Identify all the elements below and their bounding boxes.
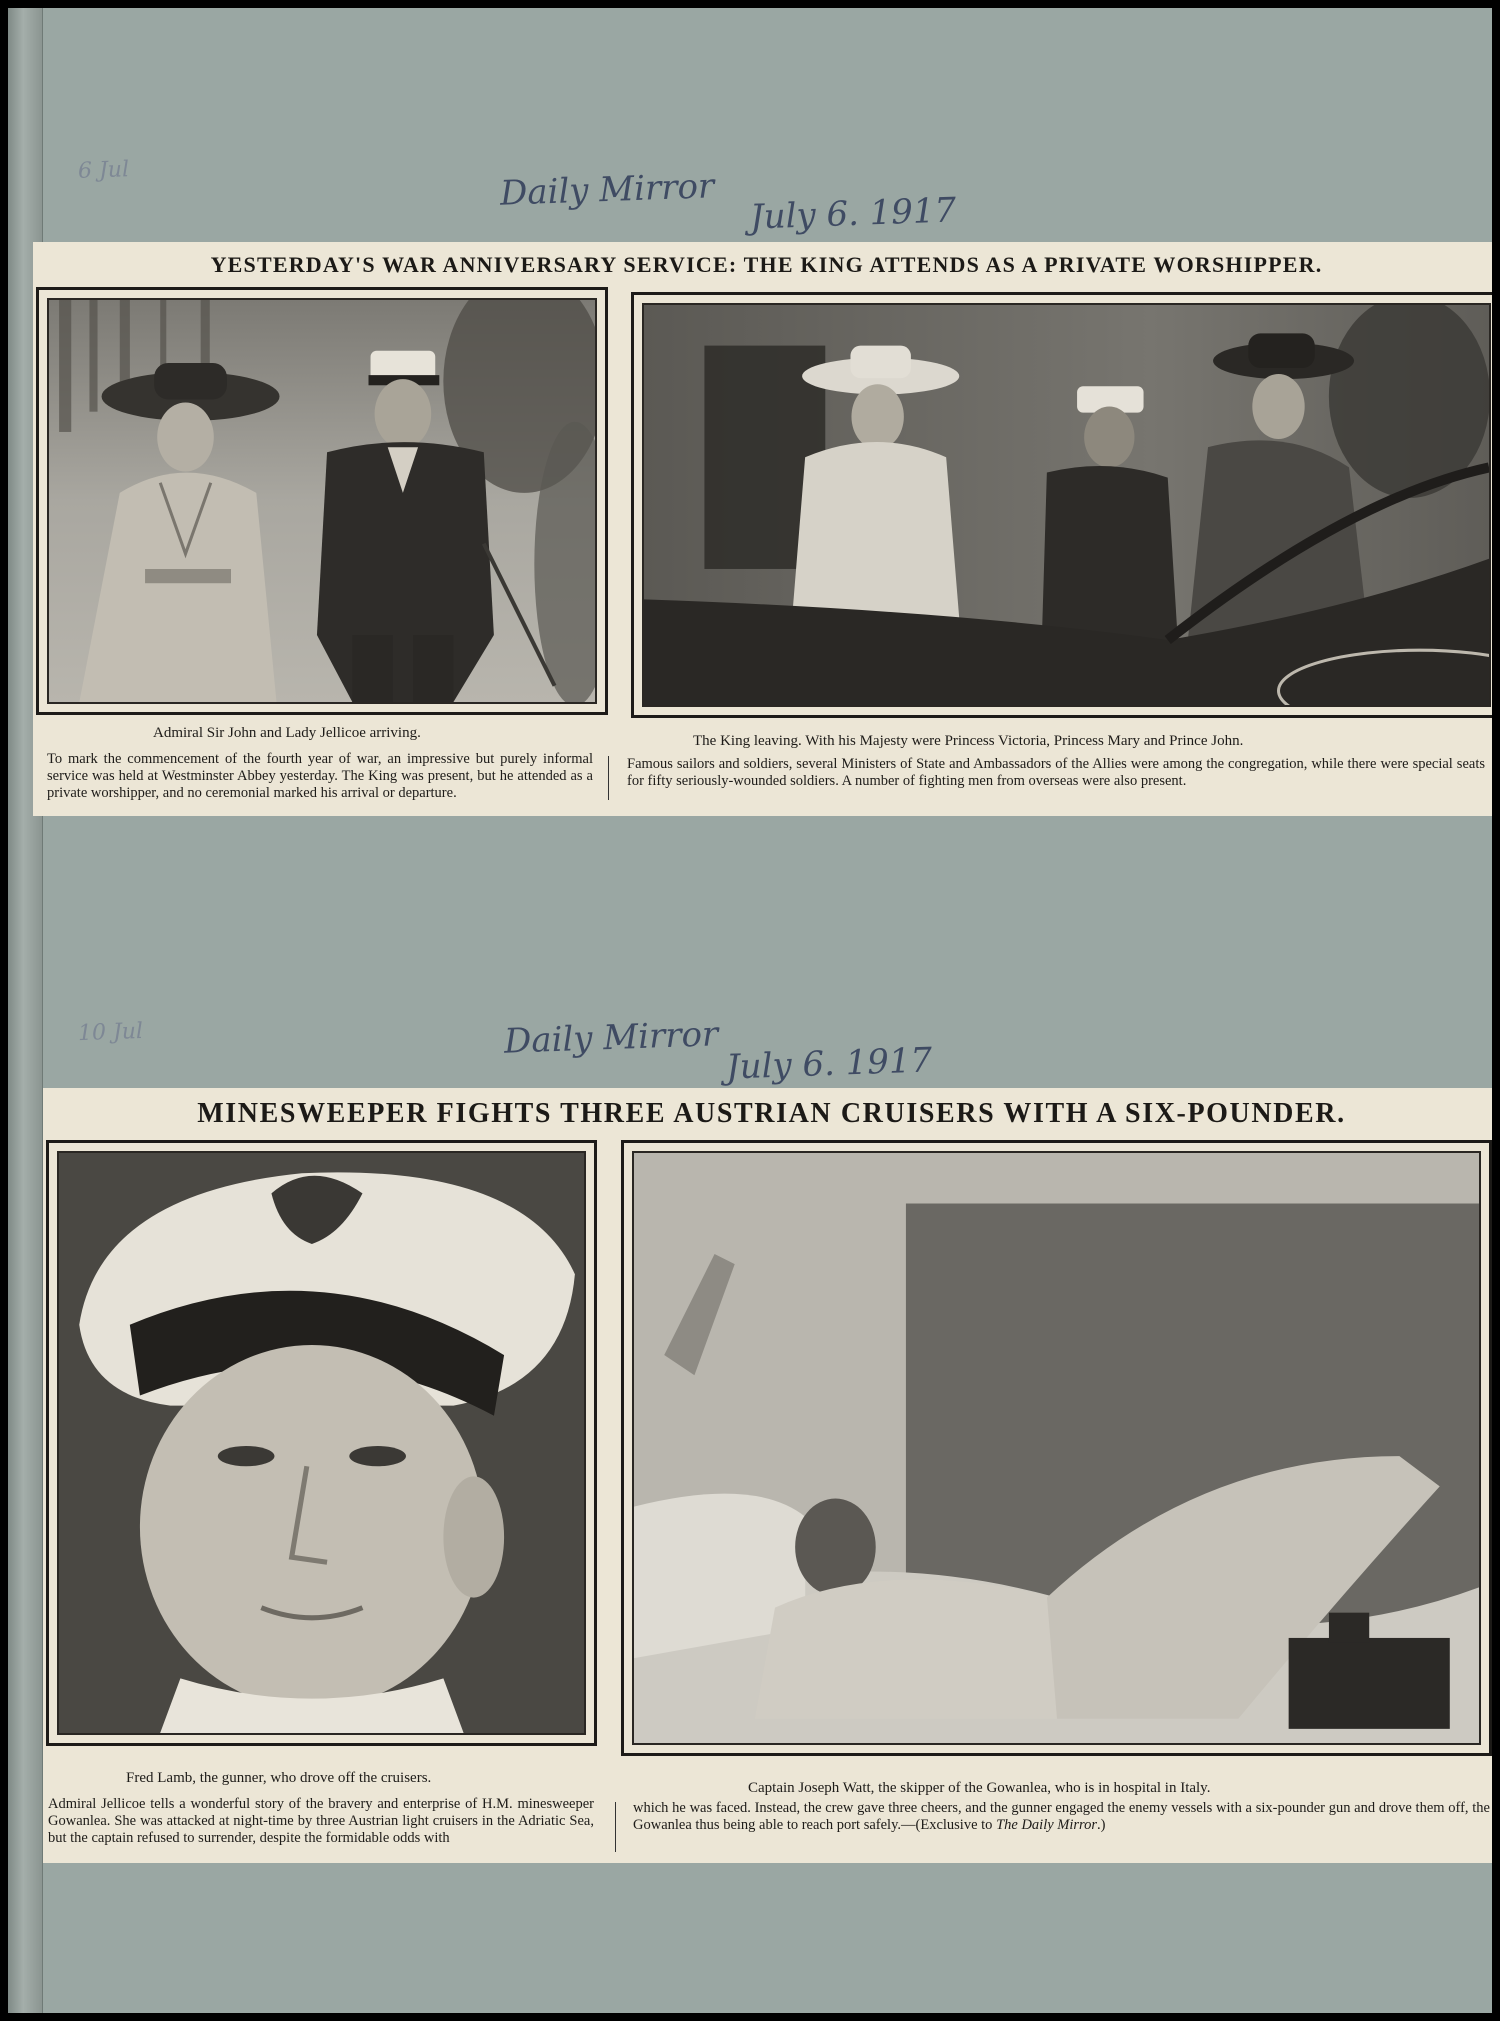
column-divider: [608, 756, 609, 800]
photo-jellicoe: [47, 298, 597, 704]
handwritten-masthead-bottom: Daily Mirror: [503, 1014, 719, 1062]
caption-joseph-watt: Captain Joseph Watt, the skipper of the Gowanlea, who is in hospital in Italy.: [748, 1780, 1211, 1796]
headline: MINESWEEPER FIGHTS THREE AUSTRIAN CRUISERS WITH A SIX-POUNDER.: [197, 1098, 1346, 1129]
column-divider: [615, 1802, 616, 1852]
source-credit: The Daily Mirror: [996, 1817, 1098, 1833]
headline: YESTERDAY'S WAR ANNIVERSARY SERVICE: THE KING ATTENDS AS A PRIVATE WORSHIPPER.: [210, 252, 1323, 277]
photo-fred-lamb: [57, 1151, 586, 1735]
article-body-right-end: .): [1097, 1817, 1106, 1833]
scrapbook-page: [8, 8, 1492, 2013]
handwritten-date-bottom: July 6. 1917: [725, 1040, 933, 1088]
photo-joseph-watt: [632, 1151, 1481, 1745]
clipping-war-anniversary: [33, 242, 1492, 816]
handwritten-masthead-top: Daily Mirror: [499, 166, 715, 214]
photo-king: [642, 303, 1491, 707]
article-body-left: To mark the commencement of the fourth year of war, an impressive but purely informal service was held at Westminster Abbey yesterday. The King was present, but he attended as a private worshipper, and no ceremonial marked his arrival or departure.: [47, 751, 593, 801]
caption-jellicoe: Admiral Sir John and Lady Jellicoe arriving.: [153, 725, 421, 741]
photo-king-frame: [631, 292, 1492, 718]
caption-fred-lamb: Fred Lamb, the gunner, who drove off the cruisers.: [126, 1770, 432, 1786]
article-body-right: [633, 1800, 1490, 1834]
caption-king: The King leaving. With his Majesty were Princess Victoria, Princess Mary and Prince John.: [693, 733, 1244, 749]
handwritten-date-top: July 6. 1917: [749, 190, 957, 238]
margin-note-bottom: 10 Jul: [77, 1018, 144, 1047]
photo-jellicoe-frame: [36, 287, 608, 715]
article-body-right: Famous sailors and soldiers, several Ministers of State and Ambassadors of the Allies were among the congregation, while there were special seats for fifty seriously-wounded soldiers. A number of fighting men from overseas were also present.: [627, 756, 1485, 789]
clipping-minesweeper: [43, 1088, 1492, 1863]
photo-joseph-watt-frame: [621, 1140, 1492, 1756]
photo-fred-lamb-frame: [46, 1140, 597, 1746]
article-body-left: Admiral Jellicoe tells a wonderful story of the bravery and enterprise of H.M. minesweeper Gowanlea. She was attacked at night-time by three Austrian light cruisers in the Adriatic Sea, but the captain refused to surrender, despite the formidable odds with: [48, 1796, 594, 1846]
article-body-right-main: which he was faced. Instead, the crew gave three cheers, and the gunner engaged the enemy vessels with a six-pounder gun and drove them off, the Gowanlea thus being able to reach port safely.—(Exclusive to: [633, 1800, 1490, 1833]
margin-note-top: 6 Jul: [77, 157, 130, 184]
